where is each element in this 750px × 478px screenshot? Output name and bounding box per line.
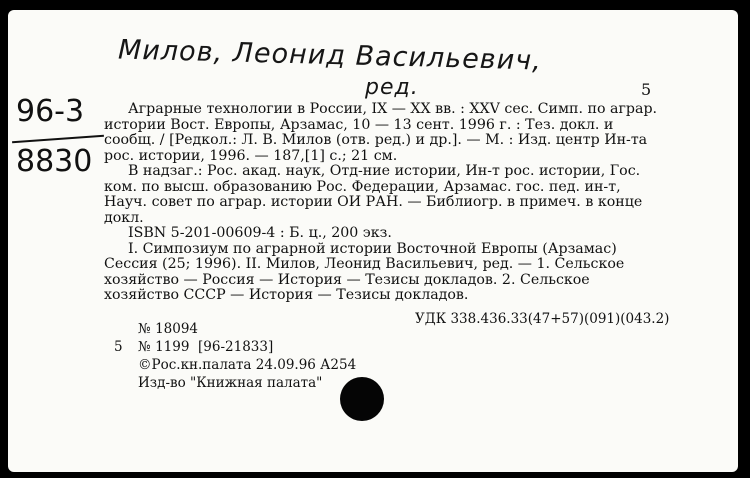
reg-number-label: № bbox=[138, 321, 151, 337]
udk-code: УДК 338.436.33(47+57)(091)(043.2) bbox=[415, 311, 670, 327]
publisher-line: Изд-во "Книжная палата" bbox=[138, 375, 323, 391]
handwritten-editor-note: ред. bbox=[365, 75, 419, 100]
chamber-stamp: ©Рос.кн.палата 24.09.96 А254 bbox=[138, 357, 357, 373]
registration-line-1 bbox=[114, 321, 198, 337]
catalog-card bbox=[8, 10, 738, 472]
reg-number: 18094 bbox=[155, 321, 199, 337]
registration-line-2 bbox=[114, 339, 273, 355]
shelf-mark-top: 96-3 bbox=[16, 94, 85, 129]
reg-number2-label: № bbox=[138, 339, 151, 355]
note: В надзаг.: Рос. акад. наук, Отд-ние истории, Ин-т рос. истории, Гос. ком. по высш. образованию Рос. Федерации, Арзамас. гос. пед. ин-т, Науч. совет по аграр. истории ОИ РАН. — Библиогр. в примеч. в конце докл. bbox=[104, 163, 643, 226]
reg-number2: 1199 bbox=[155, 339, 190, 355]
shelf-mark-divider bbox=[12, 135, 104, 143]
reg-code: [96-21833] bbox=[198, 339, 274, 355]
tracings: I. Симпозиум по аграрной истории Восточной Европы (Арзамас) Сессия (25; 1996). II. Милов, Леонид Васильевич, ред. — 1. Сельское хозяйство — Россия — История — Тезисы докладов. 2. Сельское хозяйство СССР — История — Тезисы докладов. bbox=[104, 240, 625, 303]
shelf-mark-bottom: 8830 bbox=[16, 144, 93, 179]
handwritten-author-note: Милов, Леонид Васильевич, bbox=[117, 34, 543, 77]
main-entry: Аграрные технологии в России, IX — XX вв. : XXV сес. Симп. по аграр. истории Вост. Европы, Арзамас, 10 — 13 сент. 1996 г. : Тез. докл. и сообщ. / [Редкол.: Л. В. Милов (отв. ред.) и др.]. — М. : Изд. центр Ин-та рос. истории, 1996. — 187,[1] с.; 21 см. bbox=[104, 101, 658, 164]
card-body bbox=[104, 102, 664, 304]
reg-prefix: 5 bbox=[114, 339, 123, 355]
page-number: 5 bbox=[641, 80, 652, 99]
punch-hole bbox=[340, 377, 384, 421]
isbn: ISBN 5-201-00609-4 : Б. ц., 200 экз. bbox=[128, 225, 392, 241]
